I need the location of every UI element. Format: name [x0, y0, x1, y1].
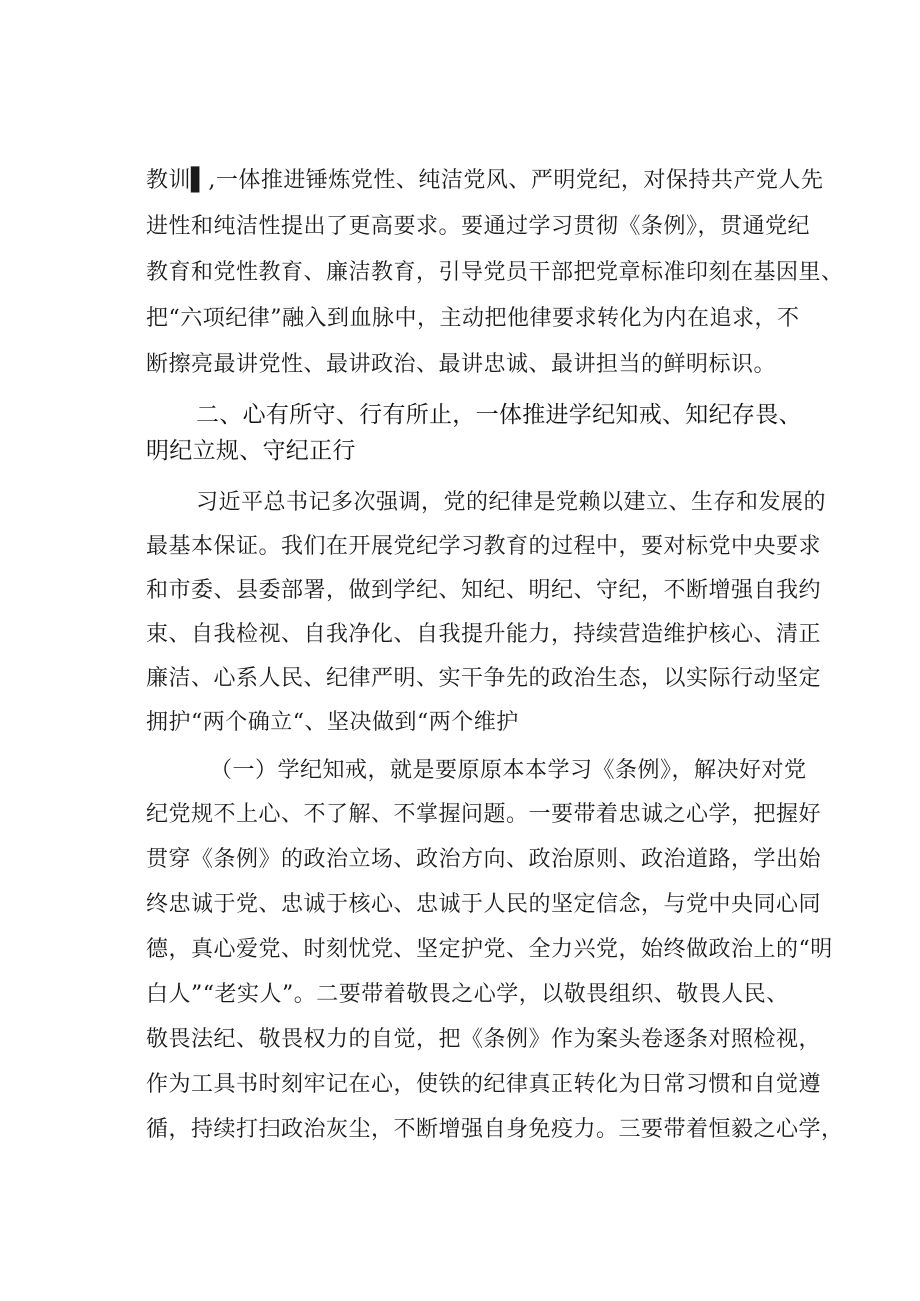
paragraph-line: 德，真心爱党、时刻忧党、坚定护党、全力兴党，始终做政治上的“明	[146, 937, 833, 962]
paragraph-line: 纪党规不上心、不了解、不掌握问题。一要带着忠诚之心学，把握好	[146, 802, 822, 827]
paragraph-line: 最基本保证。我们在开展党纪学习教育的过程中，要对标党中央要求	[146, 534, 822, 559]
paragraph-line: 廉洁、心系人民、纪律严明、实干争先的政治生态，以实际行动坚定	[146, 666, 822, 691]
section-heading-line: 明纪立规、守纪正行	[146, 438, 356, 464]
paragraph-line: （一）学纪知戒，就是要原原本本学习《条例》，解决好对党	[210, 758, 807, 783]
paragraph-line: 敬畏法纪、敬畏权力的自觉，把《条例》作为案头卷逐条对照检视，	[146, 1027, 822, 1052]
paragraph-line: 教育和党性教育、廉洁教育，引导党员干部把党章标准印刻在基因里、	[146, 260, 844, 285]
paragraph-line: 和市委、县委部署，做到学纪、知纪、明纪、守纪，不断增强自我约	[146, 578, 822, 603]
paragraph-line: 拥护“两个确立“、坚决做到“两个维护	[146, 710, 519, 735]
paragraph-line: 把“六项纪律”融入到血脉中，主动把他律要求转化为内在追求，不	[146, 306, 800, 331]
paragraph-line: 进性和纯洁性提出了更高要求。要通过学习贯彻《条例》，贯通党纪	[146, 214, 811, 239]
paragraph-line: 束、自我检视、自我净化、自我提升能力，持续营造维护核心、清正	[146, 622, 822, 647]
paragraph-line: 习近平总书记多次强调，党的纪律是党赖以建立、生存和发展的	[196, 490, 827, 515]
section-heading-line: 二、心有所守、行有所止，一体推进学纪知戒、知纪存畏、	[196, 402, 802, 428]
paragraph-line: 作为工具书时刻牢记在心，使铁的纪律真正转化为日常习惯和自觉遵	[146, 1072, 822, 1097]
paragraph-line: 教训▌,一体推进锤炼党性、纯洁党风、严明党纪，对保持共产党人先	[146, 168, 824, 193]
paragraph-line: 贯穿《条例》的政治立场、政治方向、政治原则、政治道路，学出始	[146, 847, 822, 872]
paragraph-line: 终忠诚于党、忠诚于核心、忠诚于人民的坚定信念，与党中央同心同	[146, 892, 822, 917]
paragraph-line: 循，持续打扫政治灰尘，不断增强自身免疫力。三要带着恒毅之心学，	[146, 1117, 844, 1142]
paragraph-line: 断擦亮最讲党性、最讲政治、最讲忠诚、最讲担当的鲜明标识。	[146, 352, 777, 377]
paragraph-line: 白人”“老实人”。二要带着敬畏之心学，以敬畏组织、敬畏人民、	[146, 982, 789, 1007]
